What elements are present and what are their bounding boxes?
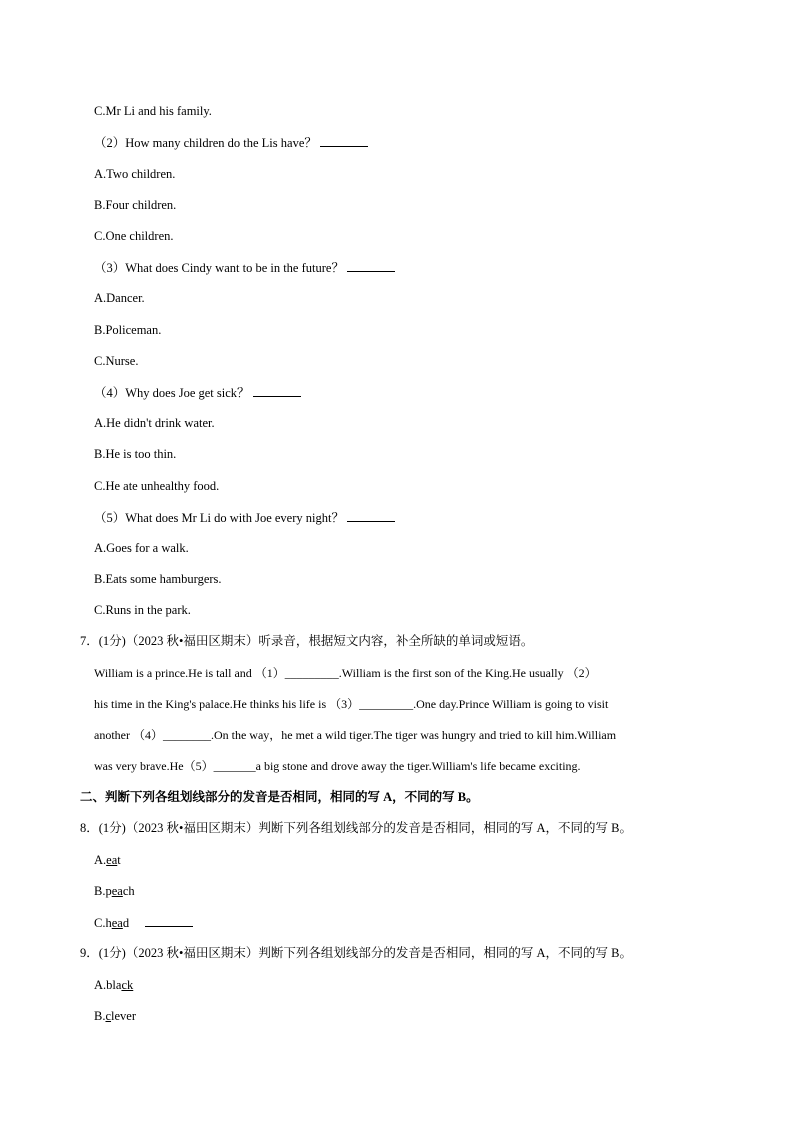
q7-header: 7．(1分)（2023 秋•福田区期末）听录音，根据短文内容，补全所缺的单词或短语。 — [80, 634, 534, 648]
q6-5-option-c: C.Runs in the park. — [94, 603, 191, 617]
q9-a-underlined: ck — [121, 978, 134, 992]
q6-1-option-c: C.Mr Li and his family. — [94, 104, 212, 118]
q8-c-underlined: ea — [111, 916, 123, 930]
q6-2-stem-text: （2）How many children do the Lis have？ — [94, 136, 317, 150]
section-2-title: 二、判断下列各组划线部分的发音是否相同，相同的写 A，不同的写 B。 — [80, 790, 479, 804]
q8-b-suffix: ch — [122, 884, 135, 898]
q8-a-suffix: t — [117, 853, 121, 867]
q8-header: 8．(1分)（2023 秋•福田区期末）判断下列各组划线部分的发音是否相同，相同的写 A，不同的写 B。 — [80, 821, 632, 835]
q6-2-option-b: B.Four children. — [94, 198, 177, 212]
q8-b-underlined: ea — [111, 884, 123, 898]
q8-option-b — [94, 883, 135, 899]
q6-4-stem — [94, 384, 301, 401]
q6-5-option-b: B.Eats some hamburgers. — [94, 572, 222, 586]
q6-4-option-b: B.He is too thin. — [94, 447, 177, 461]
q6-3-stem-text: （3）What does Cindy want to be in the future？ — [94, 261, 344, 275]
q8-option-c — [94, 914, 193, 931]
q8-a-underlined: ea — [106, 853, 118, 867]
q6-3-answer-blank[interactable] — [347, 259, 395, 272]
q9-option-b — [94, 1008, 136, 1024]
q9-b-underlined: c — [105, 1009, 112, 1023]
q6-2-option-c: C.One children. — [94, 229, 174, 243]
q9-b-prefix: B. — [94, 1009, 106, 1023]
q6-4-stem-text: （4）Why does Joe get sick？ — [94, 386, 250, 400]
q7-passage-line-4: was very brave.He（5）_______a big stone and drove away the tiger.William's life became exciting. — [94, 759, 581, 773]
q9-option-a — [94, 977, 133, 993]
q8-c-prefix: C.h — [94, 916, 112, 930]
q9-b-suffix: lever — [111, 1009, 137, 1023]
q6-5-stem — [94, 509, 395, 526]
q7-passage-line-3: another （4）________.On the way，he met a wild tiger.The tiger was hungry and tried to kill him.William — [94, 728, 617, 742]
q6-2-option-a: A.Two children. — [94, 167, 176, 181]
q7-passage-line-2: his time in the King's palace.He thinks his life is （3）_________.One day.Prince William is going to visit — [94, 697, 609, 711]
q8-b-prefix: B.p — [94, 884, 112, 898]
q6-5-answer-blank[interactable] — [347, 509, 395, 522]
q6-4-option-c: C.He ate unhealthy food. — [94, 479, 220, 493]
q6-4-option-a: A.He didn't drink water. — [94, 416, 215, 430]
q6-3-stem — [94, 259, 395, 276]
q9-header: 9．(1分)（2023 秋•福田区期末）判断下列各组划线部分的发音是否相同，相同的写 A，不同的写 B。 — [80, 946, 632, 960]
q6-5-stem-text: （5）What does Mr Li do with Joe every night？ — [94, 511, 344, 525]
q6-3-option-c: C.Nurse. — [94, 354, 139, 368]
q9-a-prefix: A.bla — [94, 978, 122, 992]
q6-3-option-a: A.Dancer. — [94, 291, 145, 305]
q8-a-prefix: A. — [94, 853, 107, 867]
q8-c-suffix: d — [122, 916, 130, 930]
q6-2-answer-blank[interactable] — [320, 134, 368, 147]
q6-3-option-b: B.Policeman. — [94, 323, 162, 337]
q8-option-a — [94, 852, 121, 868]
q6-2-stem — [94, 134, 368, 151]
q6-4-answer-blank[interactable] — [253, 384, 301, 397]
q6-5-option-a: A.Goes for a walk. — [94, 541, 189, 555]
q8-answer-blank[interactable] — [145, 914, 193, 927]
q7-passage-line-1: William is a prince.He is tall and （1）_________.William is the first son of the King.He usually （2） — [94, 666, 597, 680]
